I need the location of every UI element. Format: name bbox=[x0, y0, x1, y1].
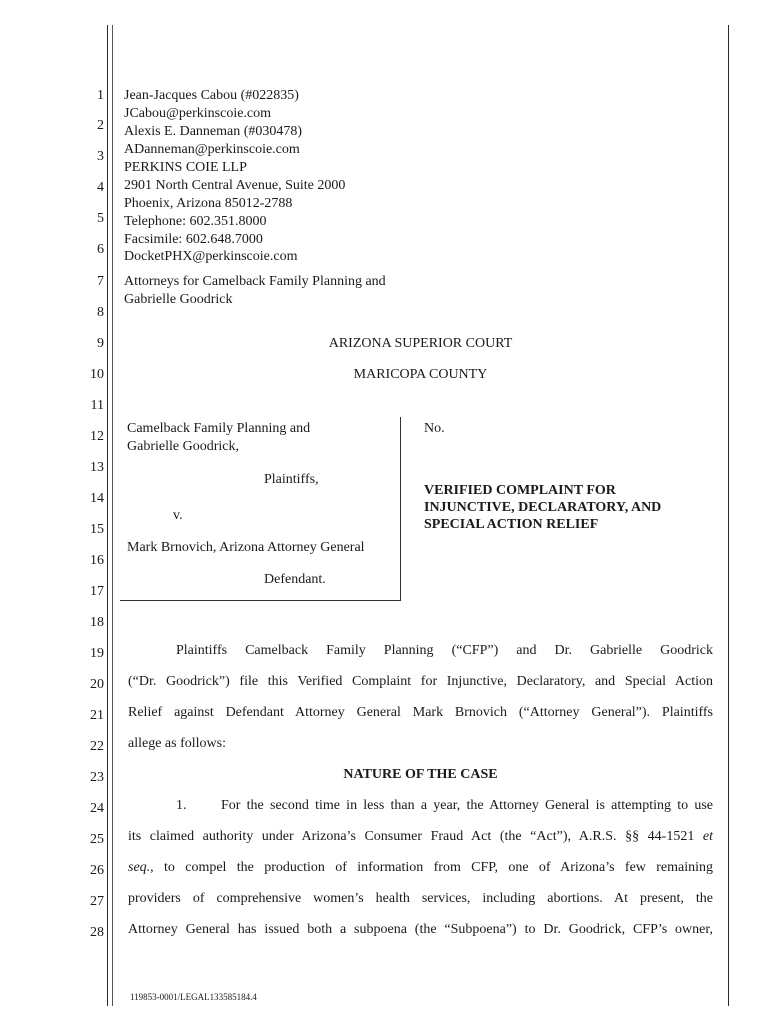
paragraph-italic-text: et bbox=[702, 829, 713, 844]
line-number: 9 bbox=[97, 336, 104, 351]
document-footer-id: 119853-0001/LEGAL133585184.4 bbox=[130, 992, 257, 1002]
line-number: 15 bbox=[90, 522, 104, 537]
plaintiff-name: Gabrielle Goodrick, bbox=[127, 439, 239, 454]
complaint-title: INJUNCTIVE, DECLARATORY, AND bbox=[424, 500, 662, 515]
line-number: 23 bbox=[90, 770, 104, 785]
paragraph-line: For the second time in less than a year, the Attorney General is attempting to use bbox=[221, 798, 713, 813]
attorney-email: JCabou@perkinscoie.com bbox=[124, 106, 272, 121]
line-number: 18 bbox=[90, 615, 104, 630]
plaintiffs-label: Plaintiffs, bbox=[264, 472, 319, 487]
attorney-name: Alexis E. Danneman (#030478) bbox=[124, 124, 303, 139]
court-name: ARIZONA SUPERIOR COURT bbox=[328, 336, 513, 351]
line-number: 20 bbox=[90, 677, 104, 692]
defendant-name: Mark Brnovich, Arizona Attorney General bbox=[127, 540, 365, 555]
firm-telephone: Telephone: 602.351.8000 bbox=[124, 214, 267, 229]
line-number: 27 bbox=[90, 894, 104, 909]
paragraph-line: Attorney General has issued both a subpoena (the “Subpoena”) to Dr. Goodrick, CFP’s owner, bbox=[128, 922, 713, 937]
intro-line: Relief against Defendant Attorney General Mark Brnovich (“Attorney General”). Plaintiffs bbox=[128, 705, 713, 720]
intro-line: Plaintiffs Camelback Family Planning (“CFP”) and Dr. Gabrielle Goodrick bbox=[176, 643, 713, 658]
attorneys-for-line: Gabrielle Goodrick bbox=[124, 292, 233, 307]
line-number: 7 bbox=[97, 274, 104, 289]
paragraph-line bbox=[128, 828, 713, 846]
line-number: 12 bbox=[90, 429, 104, 444]
paragraph-text: its claimed authority under Arizona’s Consumer Fraud Act (the “Act”), A.R.S. §§ 44-1521 bbox=[128, 829, 703, 844]
line-number: 3 bbox=[97, 149, 104, 164]
firm-facsimile: Facsimile: 602.648.7000 bbox=[124, 232, 263, 247]
caption-divider-vertical bbox=[400, 417, 401, 601]
line-number: 14 bbox=[90, 491, 104, 506]
firm-docket-email: DocketPHX@perkinscoie.com bbox=[124, 249, 298, 264]
versus-label: v. bbox=[173, 508, 183, 523]
plaintiff-name: Camelback Family Planning and bbox=[127, 421, 311, 436]
line-number: 4 bbox=[97, 180, 104, 195]
paragraph-line bbox=[128, 859, 713, 877]
paragraph-line: providers of comprehensive women’s health services, including abortions. At present, the bbox=[128, 891, 713, 906]
section-heading: NATURE OF THE CASE bbox=[343, 767, 498, 782]
attorney-email: ADanneman@perkinscoie.com bbox=[124, 142, 300, 157]
line-number: 22 bbox=[90, 739, 104, 754]
complaint-title: SPECIAL ACTION RELIEF bbox=[424, 517, 599, 532]
defendant-label: Defendant. bbox=[264, 572, 326, 587]
line-number: 16 bbox=[90, 553, 104, 568]
complaint-title: VERIFIED COMPLAINT FOR bbox=[424, 483, 616, 498]
left-margin-rule-inner bbox=[112, 25, 113, 1006]
paragraph-text: , to compel the production of information from CFP, one of Arizona’s few remaining bbox=[150, 860, 713, 875]
line-number: 19 bbox=[90, 646, 104, 661]
paragraph-italic-text: seq. bbox=[128, 860, 151, 875]
left-margin-rule bbox=[107, 25, 108, 1006]
intro-line: (“Dr. Goodrick”) file this Verified Complaint for Injunctive, Declaratory, and Special Action bbox=[128, 674, 713, 689]
paragraph-number: 1. bbox=[176, 798, 187, 813]
intro-line: allege as follows: bbox=[128, 736, 226, 751]
court-county: MARICOPA COUNTY bbox=[353, 367, 488, 382]
line-number: 25 bbox=[90, 832, 104, 847]
line-number: 10 bbox=[90, 367, 104, 382]
line-number: 8 bbox=[97, 305, 104, 320]
line-number: 6 bbox=[97, 242, 104, 257]
firm-name: PERKINS COIE LLP bbox=[124, 160, 247, 175]
line-number: 24 bbox=[90, 801, 104, 816]
line-number: 21 bbox=[90, 708, 104, 723]
line-number: 11 bbox=[90, 398, 104, 413]
line-number: 13 bbox=[90, 460, 104, 475]
line-number: 28 bbox=[90, 925, 104, 940]
right-margin-rule bbox=[728, 25, 729, 1006]
attorney-name: Jean-Jacques Cabou (#022835) bbox=[124, 88, 299, 103]
line-number: 1 bbox=[97, 88, 104, 103]
case-number-label: No. bbox=[424, 421, 445, 436]
firm-address: 2901 North Central Avenue, Suite 2000 bbox=[124, 178, 346, 193]
firm-city: Phoenix, Arizona 85012-2788 bbox=[124, 196, 293, 211]
line-number: 17 bbox=[90, 584, 104, 599]
line-number: 5 bbox=[97, 211, 104, 226]
line-number: 26 bbox=[90, 863, 104, 878]
line-number: 2 bbox=[97, 118, 104, 133]
caption-divider-horizontal bbox=[120, 600, 401, 601]
attorneys-for-line: Attorneys for Camelback Family Planning and bbox=[124, 274, 386, 289]
